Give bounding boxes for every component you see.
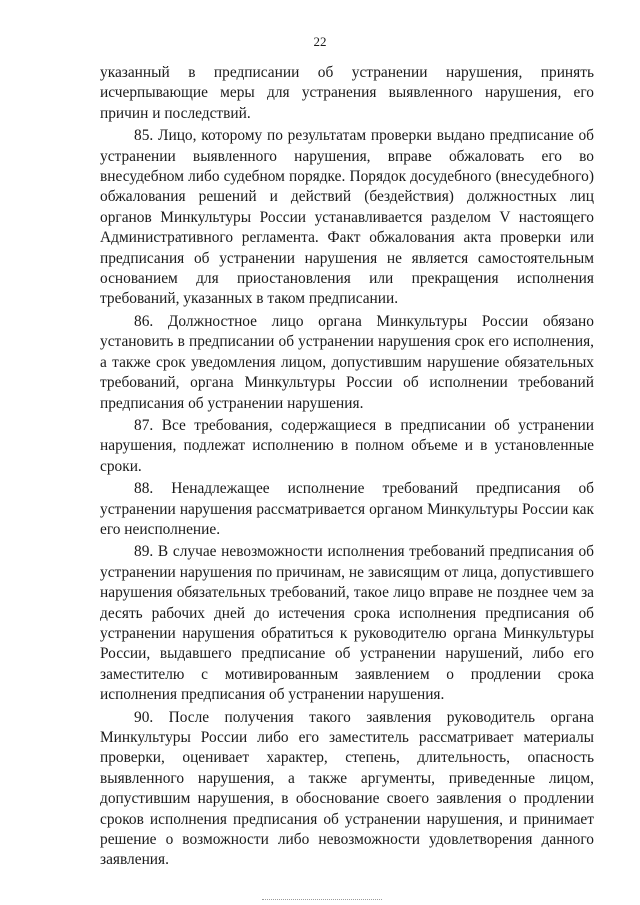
paragraph-89: 89. В случае невозможности исполнения требований предписания об устранении нарушения по причинам, не зависящим от лица, допустившего нарушения обязательных требований, такое лицо вправе не позднее чем за десять рабочих дней до истечения срока исполнения предписания об устранении нарушения обратиться к руководителю органа Минкультуры России, выдавшего предписание об устранении нарушений, либо его заместителю с мотивированным заявлением о продлении срока исполнения предписания об устранении нарушения. [100,543,594,704]
paragraph-continuation: указанный в предписании об устранении нарушения, принять исчерпывающие меры для устранения выявленного нарушения, его причин и последствий. [100,64,594,122]
paragraph-85: 85. Лицо, которому по результатам проверки выдано предписание об устранении выявленного нарушения, вправе обжаловать его во внесудебном либо судебном порядке. Порядок досудебного (внесудебного) обжалования решений и действий (бездействия) должностных лиц органов Минкультуры России устанавливается разделом V настоящего Административного регламента. Факт обжалования акта проверки или предписания об устранении нарушения не является самостоятельным основанием для приостановления или прекращения исполнения требований, указанных в таком предписании. [100,127,594,308]
paragraph-90: 90. После получения такого заявления руководитель органа Минкультуры России либо его заместитель рассматривает материалы проверки, оценивает характер, степень, длительность, опасность выявленного нарушения, а также аргументы, приведенные лицом, допустившим нарушения, в обоснование своего заявления о продлении сроков исполнения предписания об устранении нарушения, и принимает решение о возможности либо невозможности удовлетворения данного заявления. [100,708,594,869]
scan-artifact-line [262,899,382,901]
page-number: 22 [313,34,327,49]
document-body [100,63,594,871]
paragraph-86: 86. Должностное лицо органа Минкультуры России обязано установить в предписании об устранении нарушения срок его исполнения, а также срок уведомления лицом, допустившим нарушение обязательных требований, органа Минкультуры России об исполнении требований предписания об устранении нарушения. [100,312,594,412]
paragraph-88: 88. Ненадлежащее исполнение требований предписания об устранении нарушения рассматривается органом Минкультуры России как его неисполнение. [100,480,594,538]
paragraph-87: 87. Все требования, содержащиеся в предписании об устранении нарушения, подлежат исполнению в полном объеме и в установленные сроки. [100,416,594,475]
